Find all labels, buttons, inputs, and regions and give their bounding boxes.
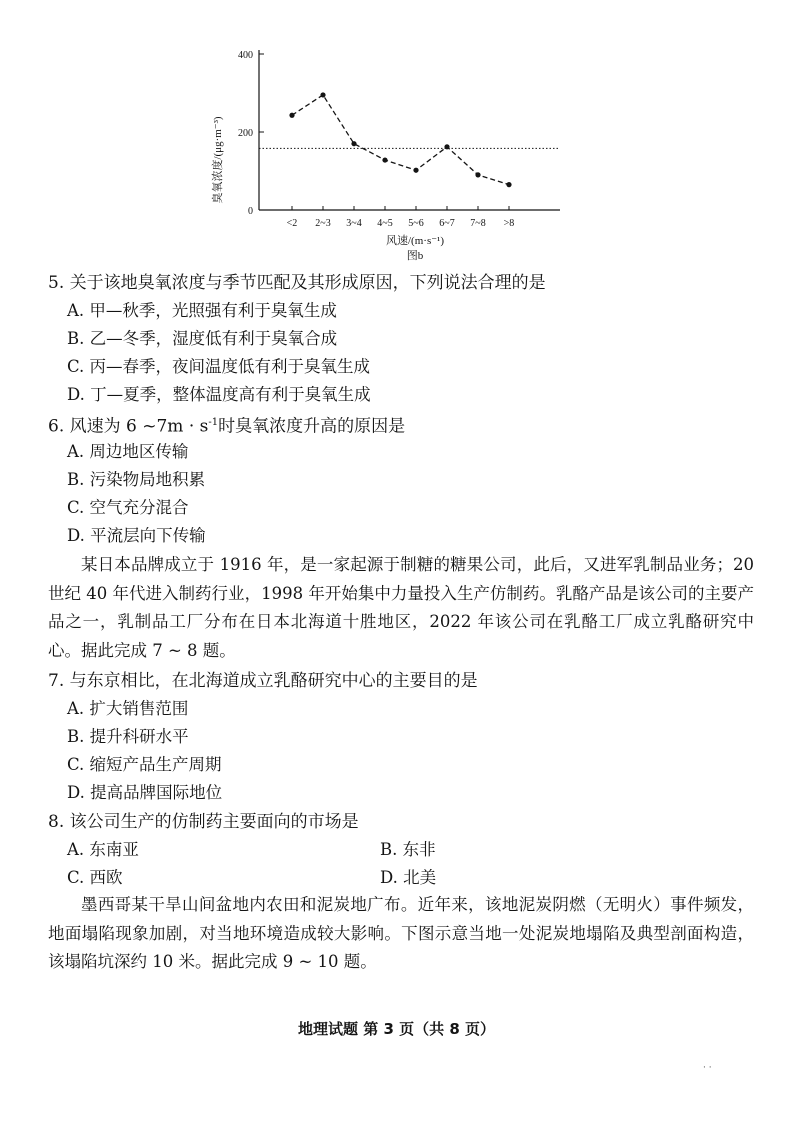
question-6-option-c: C. 空气充分混合 [67, 498, 189, 517]
question-6-title-start: 6. 风速为 6 ~7m · s [48, 416, 209, 437]
ozone-wind-chart [205, 40, 575, 265]
question-7-option-a: A. 扩大销售范围 [67, 699, 189, 718]
y-tick-label: 400 [238, 50, 253, 61]
question-6-option-d: D. 平流层向下传输 [67, 526, 206, 545]
y-tick-label: 200 [238, 128, 253, 139]
x-tick-label: 4~5 [377, 218, 393, 229]
question-5-option-d: D. 丁—夏季，整体温度高有利于臭氧生成 [67, 385, 371, 404]
question-5-option-b: B. 乙—冬季，湿度低有利于臭氧合成 [67, 329, 338, 348]
x-tick-label: 2~3 [315, 218, 331, 229]
question-7-option-c: C. 缩短产品生产周期 [67, 755, 222, 774]
question-6-option-a: A. 周边地区传输 [67, 442, 189, 461]
question-8-option-c: C. 西欧 [67, 868, 123, 887]
data-point [320, 92, 325, 97]
x-tick-label: 5~6 [408, 218, 424, 229]
passage-japan-brand: 某日本品牌成立于 1916 年，是一家起源于制糖的糖果公司，此后，又进军乳制品业务；20 世纪 40 年代进入制药行业，1998 年开始集中力量投入生产仿制药。乳酪产品是该公司的主要产品之一，乳制品工厂分布在日本北海道十胜地区，2022 年该公司在乳酪工厂成立乳酪研究中心。据此完成 7 ~ 8 题。 [48, 555, 754, 660]
question-5-option-c: C. 丙—春季，夜间温度低有利于臭氧生成 [67, 357, 371, 376]
data-point [382, 157, 387, 162]
question-8-option-b: B. 东非 [380, 840, 436, 859]
x-tick-label: 6~7 [439, 218, 455, 229]
question-8-option-a: A. 东南亚 [67, 840, 139, 859]
y-tick-label: 0 [248, 206, 253, 217]
question-6-exponent: -1 [208, 417, 219, 428]
chart-canvas [205, 40, 575, 265]
data-point [444, 144, 449, 149]
question-7-option-d: D. 提高品牌国际地位 [67, 783, 223, 802]
question-6-option-b: B. 污染物局地积累 [67, 470, 206, 489]
question-6-title [48, 411, 405, 439]
corner-mark: · · [703, 1063, 712, 1073]
question-6-title-end: 时臭氧浓度升高的原因是 [218, 416, 406, 437]
question-7-title: 7. 与东京相比，在北海道成立乳酪研究中心的主要目的是 [48, 671, 478, 691]
data-point [289, 113, 294, 118]
x-tick-label: 3~4 [346, 218, 362, 229]
question-7-option-b: B. 提升科研水平 [67, 727, 189, 746]
question-5-option-a: A. 甲—秋季，光照强有利于臭氧生成 [67, 301, 337, 320]
x-axis-label: 风速/(m·s⁻¹) [386, 235, 444, 247]
question-5-title: 5. 关于该地臭氧浓度与季节匹配及其形成原因，下列说法合理的是 [48, 273, 546, 293]
figure-caption: 图b [406, 250, 424, 262]
question-8-option-d: D. 北美 [380, 868, 437, 887]
y-axis-label: 臭氧浓度/(μg·m⁻³) [212, 116, 224, 204]
data-point [506, 182, 511, 187]
x-tick-label: 7~8 [470, 218, 486, 229]
x-tick-label: >8 [503, 218, 515, 229]
question-8-title: 8. 该公司生产的仿制药主要面向的市场是 [48, 812, 359, 832]
data-point [351, 141, 356, 146]
page-footer: 地理试题 第 3 页（共 8 页） [298, 1020, 495, 1038]
passage-mexico-peat: 墨西哥某干旱山间盆地内农田和泥炭地广布。近年来，该地泥炭阴燃（无明火）事件频发，地面塌陷现象加剧，对当地环境造成较大影响。下图示意当地一处泥炭地塌陷及典型剖面构造，该塌陷坑深约 10 米。据此完成 9 ~ 10 题。 [48, 895, 754, 971]
x-tick-label: <2 [286, 218, 298, 229]
data-point [413, 168, 418, 173]
series-line [292, 95, 509, 185]
data-point [475, 172, 480, 177]
